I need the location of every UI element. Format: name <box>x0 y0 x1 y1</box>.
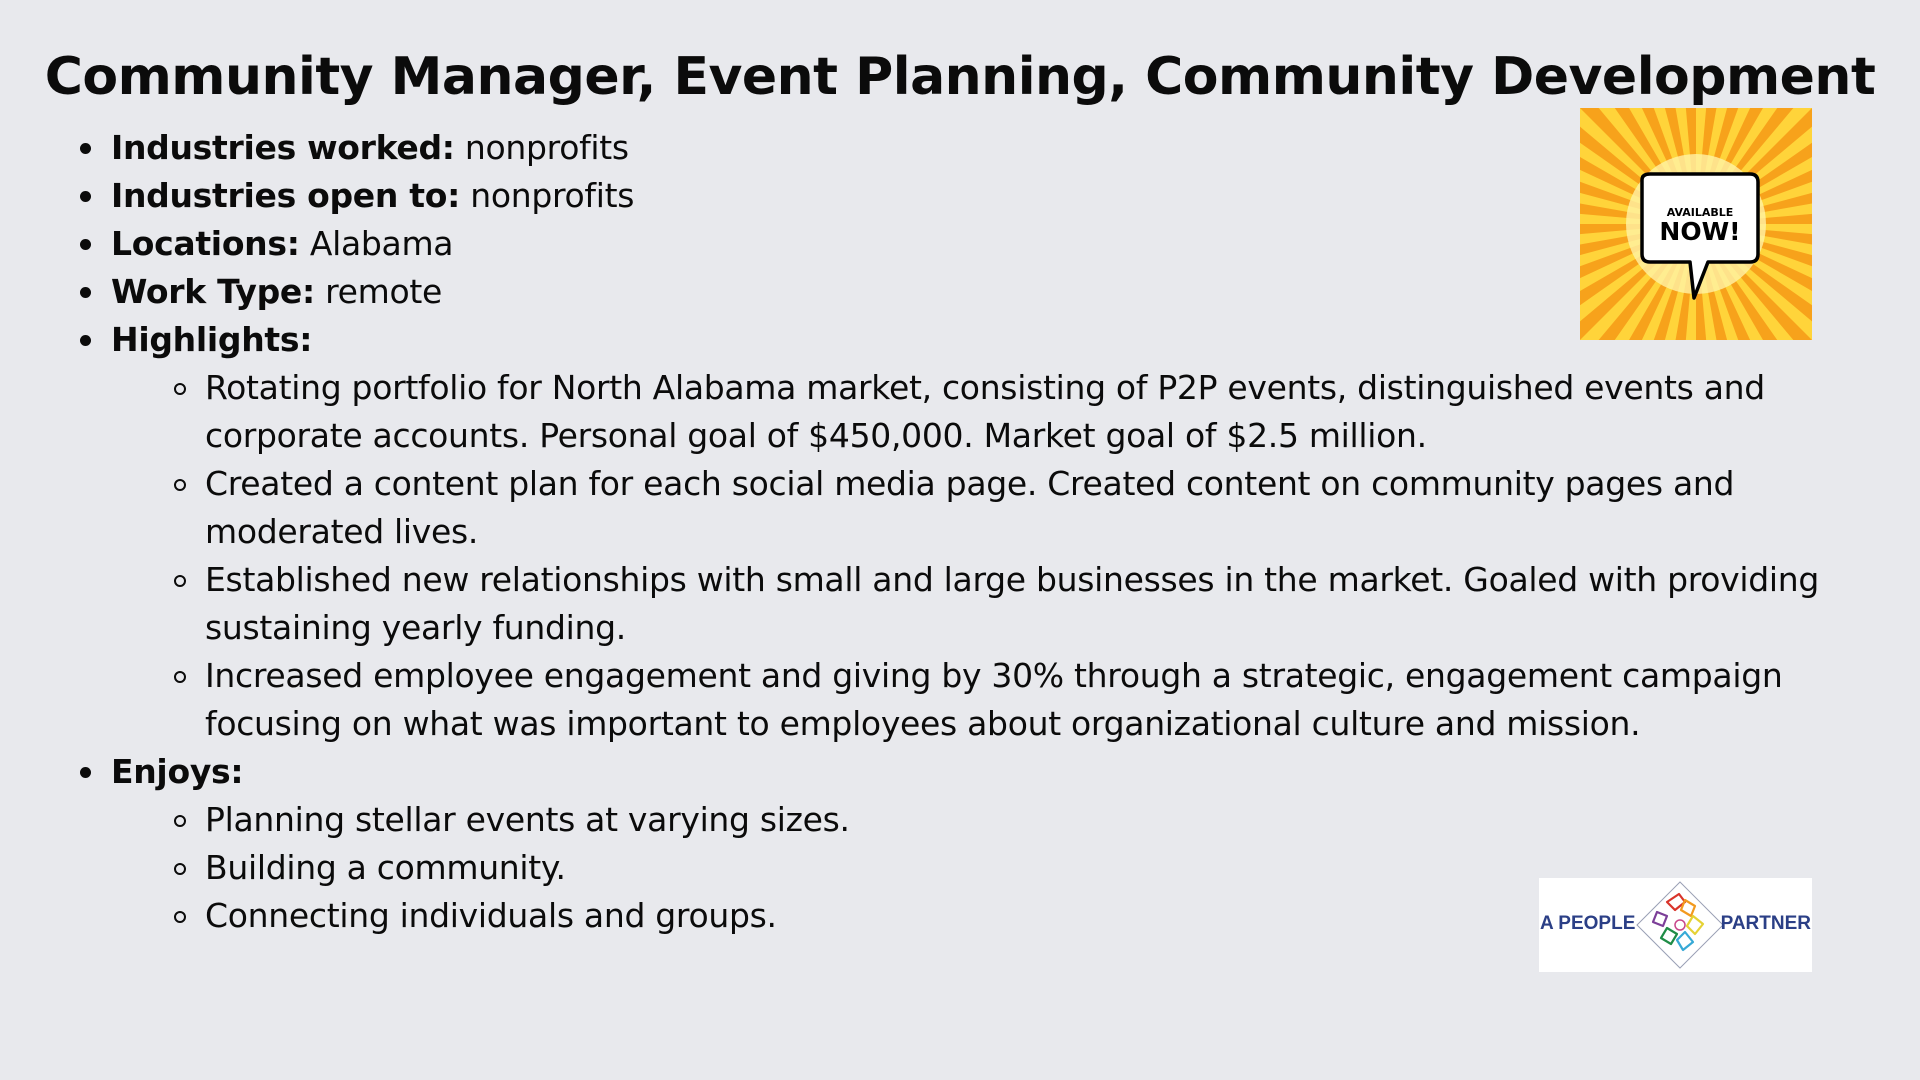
enjoys-label: Enjoys: <box>111 752 244 791</box>
logo-right-text: PARTNER <box>1720 913 1811 934</box>
detail-work-type <box>75 268 1835 316</box>
detail-industries-open-to <box>75 172 1835 220</box>
detail-label: Work Type: <box>111 272 315 311</box>
details-list <box>75 124 1835 940</box>
highlights-section <box>75 316 1835 748</box>
profile-content <box>75 124 1835 940</box>
a-people-partner-logo <box>1539 878 1812 972</box>
detail-label: Industries worked: <box>111 128 455 167</box>
page-title: Community Manager, Event Planning, Community Development <box>44 47 1876 107</box>
logo-left-text: A PEOPLE <box>1540 913 1636 934</box>
available-now-badge <box>1580 108 1812 340</box>
diamond-hands-icon <box>1635 880 1725 970</box>
list-item: Connecting individuals and groups. <box>111 892 1835 940</box>
detail-value: remote <box>314 272 443 311</box>
detail-label: Industries open to: <box>111 176 461 215</box>
badge-line2: NOW! <box>1659 217 1741 246</box>
badge-line1: AVAILABLE <box>1666 206 1734 219</box>
highlights-list <box>111 364 1835 748</box>
detail-industries-worked <box>75 124 1835 172</box>
detail-label: Locations: <box>111 224 300 263</box>
list-item: Created a content plan for each social media page. Created content on community pages and moderated lives. <box>111 460 1835 556</box>
detail-value: Alabama <box>299 224 454 263</box>
list-item: Building a community. <box>111 844 1835 892</box>
detail-value: nonprofits <box>460 176 635 215</box>
list-item: Rotating portfolio for North Alabama market, consisting of P2P events, distinguished events and corporate accounts. Personal goal of $450,000. Market goal of $2.5 million. <box>111 364 1835 460</box>
detail-value: nonprofits <box>454 128 629 167</box>
detail-locations <box>75 220 1835 268</box>
list-item: Planning stellar events at varying sizes. <box>111 796 1835 844</box>
list-item: Increased employee engagement and giving by 30% through a strategic, engagement campaign focusing on what was important to employees about organizational culture and mission. <box>111 652 1835 748</box>
list-item: Established new relationships with small and large businesses in the market. Goaled with providing sustaining yearly funding. <box>111 556 1835 652</box>
highlights-label: Highlights: <box>111 320 313 359</box>
